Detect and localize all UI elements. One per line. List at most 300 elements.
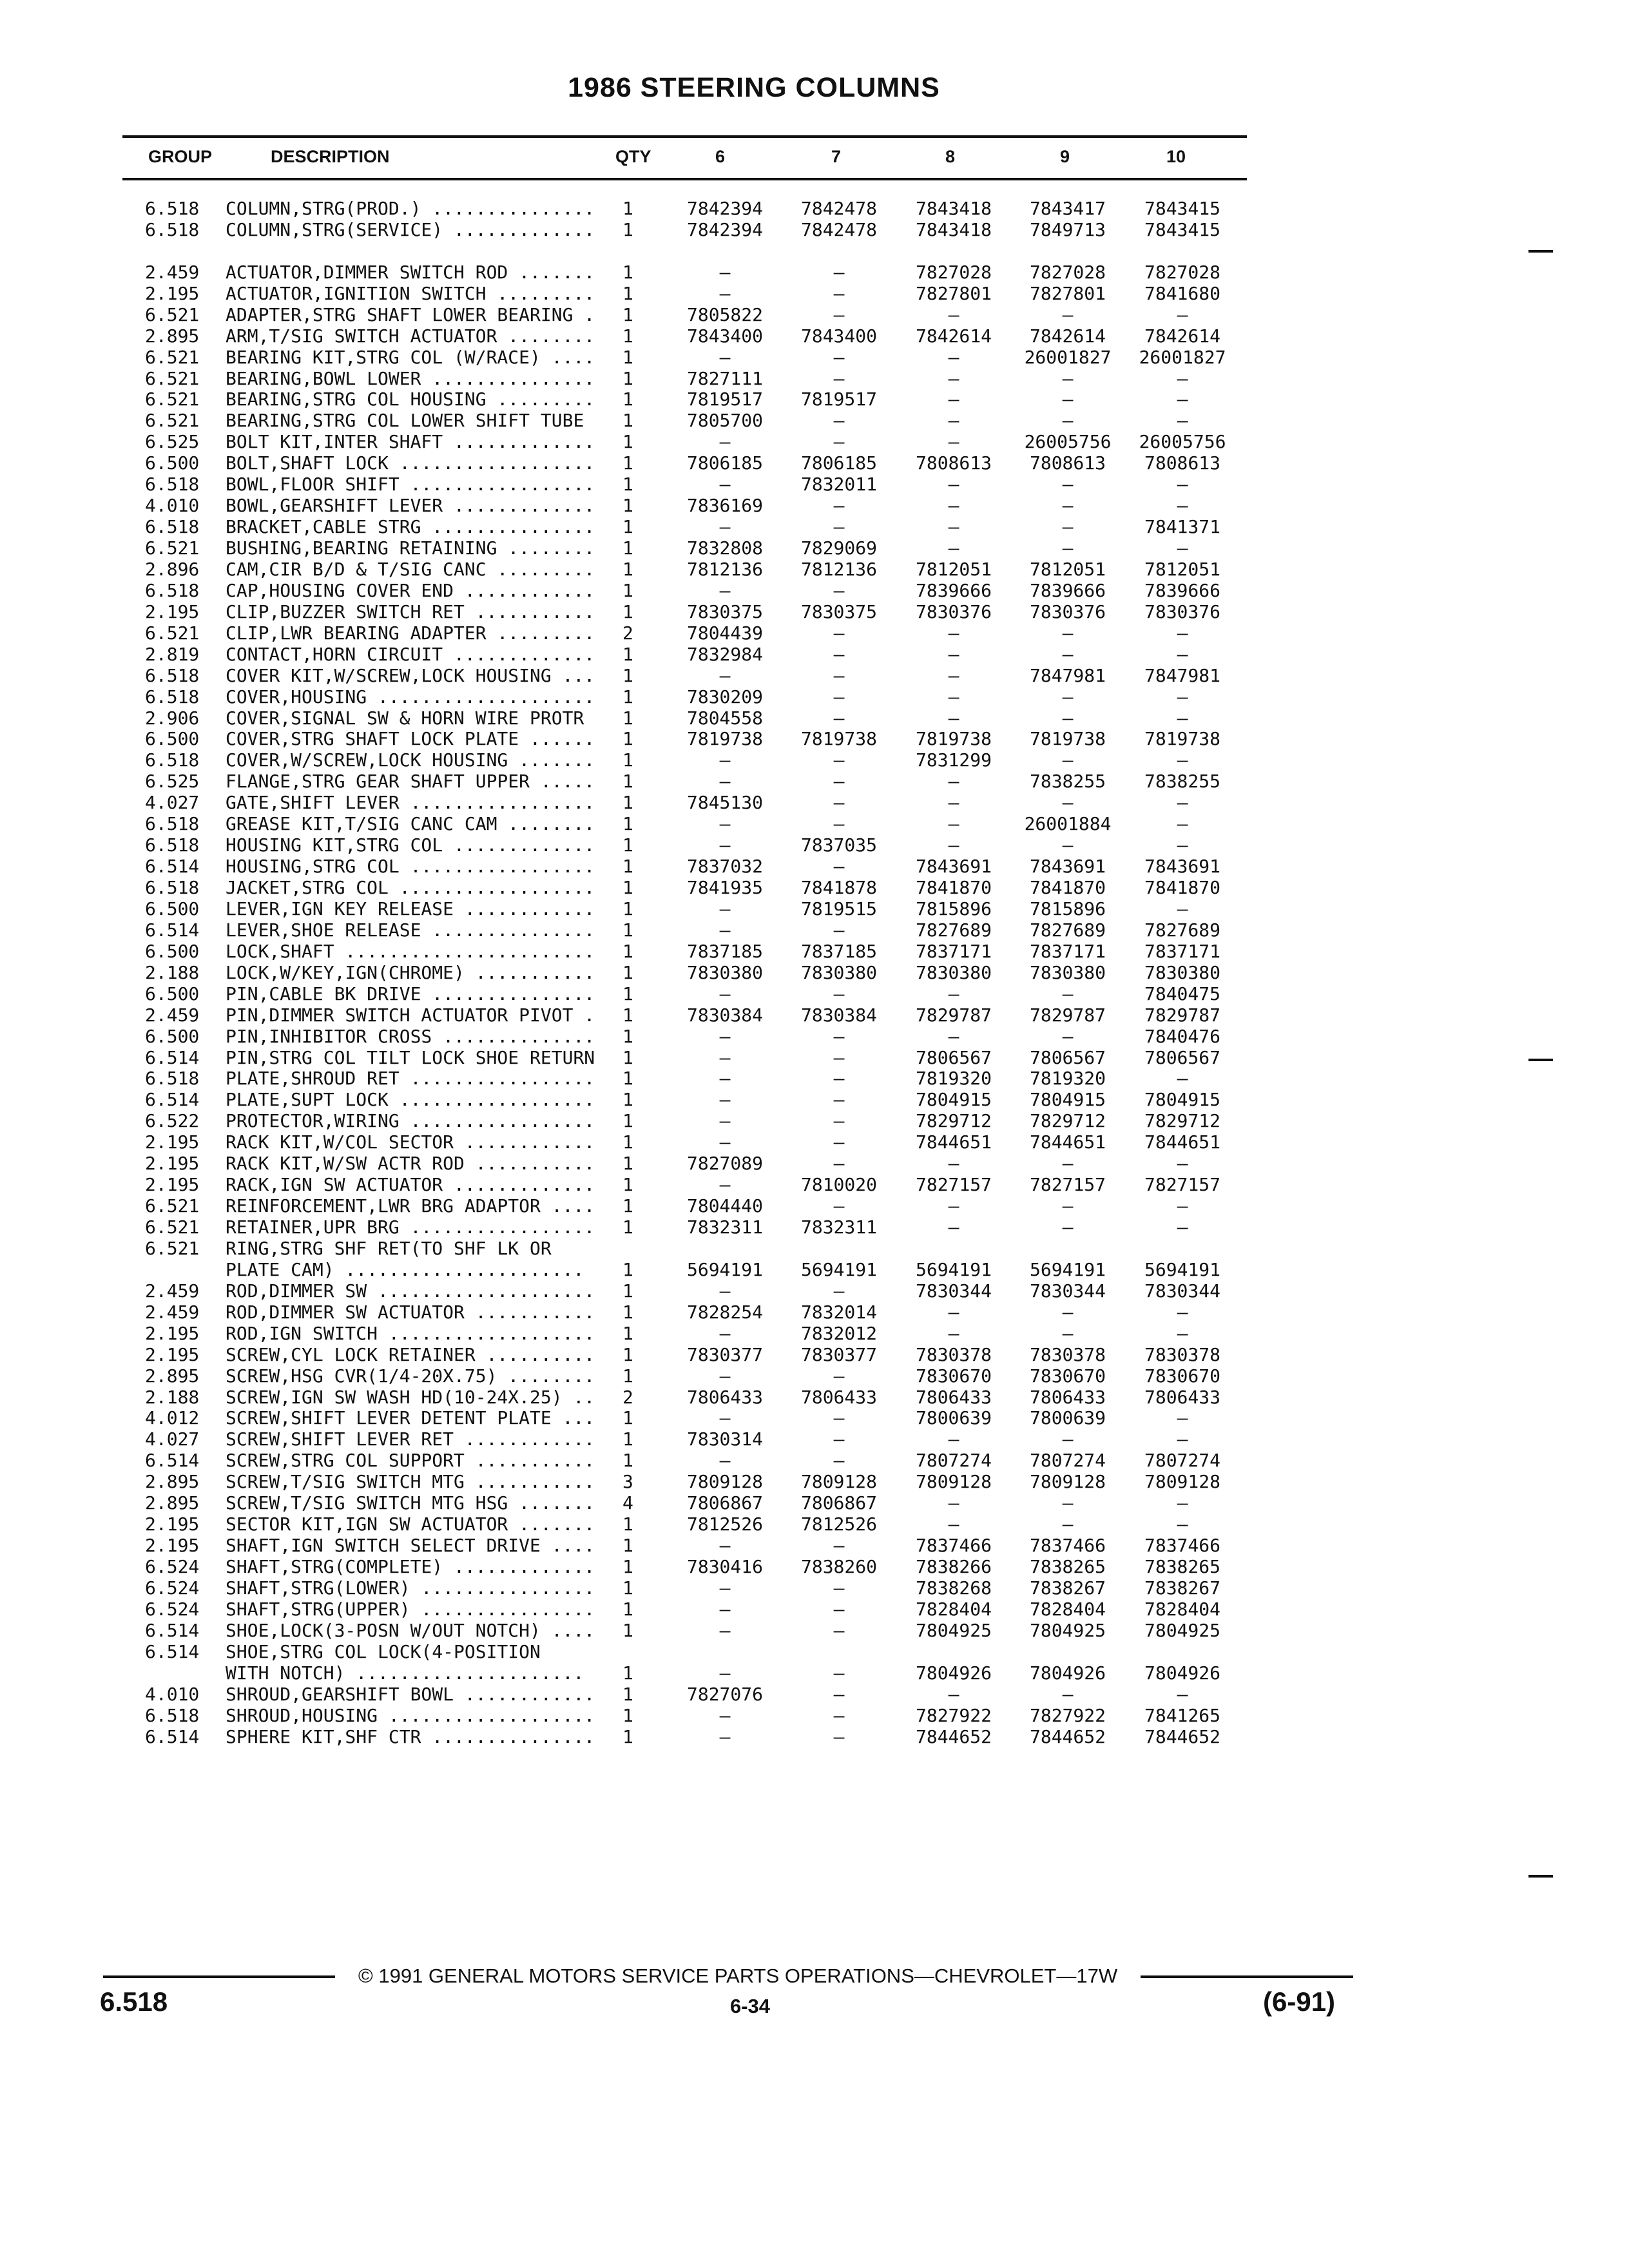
col-8-cell: — (948, 303, 959, 325)
col-8-cell: 7830378 (915, 1343, 992, 1365)
description-cell: COLUMN,STRG(SERVICE) ............. (226, 218, 595, 240)
col-7-cell: — (833, 664, 845, 686)
group-cell: 6.518 (145, 813, 200, 835)
col-7-cell: 7819517 (800, 389, 877, 410)
description-cell: SCREW,STRG COL SUPPORT ........... (226, 1450, 595, 1472)
col-7-cell: 7830380 (800, 961, 877, 983)
col-8-cell: 7830670 (915, 1365, 992, 1387)
col-7-cell: 7830375 (800, 601, 877, 622)
qty-cell: 1 (622, 728, 633, 750)
col-7-cell: 7819738 (800, 728, 877, 750)
margin-mark (1528, 250, 1553, 253)
col-8-cell: — (948, 834, 959, 856)
group-cell: 6.525 (145, 431, 200, 453)
col-6-cell: — (719, 1450, 731, 1472)
col-8-cell: — (948, 1301, 959, 1323)
qty-cell: 1 (622, 601, 633, 622)
col-10-cell: 7827028 (1144, 261, 1220, 283)
footer-rule-right (1141, 1975, 1353, 1978)
header-col-10: 10 (1166, 147, 1186, 166)
description-cell: PLATE CAM) ...................... (226, 1258, 584, 1280)
col-6-cell: 7830416 (686, 1556, 763, 1577)
col-10-cell: 7807274 (1144, 1450, 1220, 1472)
table-row (0, 1620, 1629, 1642)
col-9-cell: 7830380 (1029, 961, 1106, 983)
description-cell: WITH NOTCH) ..................... (226, 1662, 584, 1684)
col-6-cell: 7819517 (686, 389, 763, 410)
qty-cell: 1 (622, 686, 633, 707)
col-10-cell: — (1177, 1301, 1188, 1323)
col-6-cell: — (719, 919, 731, 941)
group-cell: 6.514 (145, 1046, 200, 1068)
col-9-cell: 7849713 (1029, 218, 1106, 240)
col-7-cell: — (833, 431, 845, 453)
col-6-cell: — (719, 1280, 731, 1302)
col-8-cell: 7819738 (915, 728, 992, 750)
qty-cell: 2 (622, 622, 633, 644)
col-6-cell: — (719, 1089, 731, 1111)
qty-cell: 1 (622, 1704, 633, 1726)
qty-cell: 4 (622, 1492, 633, 1514)
col-8-cell: — (948, 813, 959, 835)
col-10-cell: 7830376 (1144, 601, 1220, 622)
col-6-cell: 7830375 (686, 601, 763, 622)
qty-cell: 1 (622, 1683, 633, 1705)
col-8-cell: — (948, 643, 959, 665)
table-row (0, 899, 1629, 920)
qty-cell: 1 (622, 1046, 633, 1068)
col-9-cell: — (1062, 1514, 1074, 1535)
group-cell: 6.518 (145, 474, 200, 495)
description-cell: COVER KIT,W/SCREW,LOCK HOUSING ... (226, 664, 595, 686)
description-cell: PLATE,SUPT LOCK .................. (226, 1089, 595, 1111)
col-10-cell: 7838255 (1144, 771, 1220, 793)
col-6-cell: — (719, 1068, 731, 1090)
col-6-cell: 5694191 (686, 1258, 763, 1280)
header-col-7: 7 (831, 147, 842, 166)
col-6-cell: — (719, 474, 731, 495)
col-6-cell: — (719, 1322, 731, 1344)
col-6-cell: 7804558 (686, 707, 763, 729)
col-7-cell: — (833, 813, 845, 835)
col-7-cell: — (833, 410, 845, 432)
qty-cell: 1 (622, 1068, 633, 1090)
group-cell: 2.195 (145, 1514, 200, 1535)
col-9-cell: 7800639 (1029, 1407, 1106, 1429)
col-6-cell: 7842394 (686, 198, 763, 219)
table-row (0, 1557, 1629, 1578)
col-6-cell: — (719, 1110, 731, 1132)
table-row (0, 1450, 1629, 1472)
col-9-cell: 7815896 (1029, 898, 1106, 919)
col-6-cell: 7841935 (686, 877, 763, 898)
col-8-cell: 7844651 (915, 1131, 992, 1153)
col-8-cell: 7815896 (915, 898, 992, 919)
table-row (0, 410, 1629, 432)
header-col-6: 6 (715, 147, 726, 166)
description-cell: LEVER,IGN KEY RELEASE ............ (226, 898, 595, 919)
col-7-cell: — (833, 686, 845, 707)
col-8-cell: 7804925 (915, 1619, 992, 1641)
qty-cell: 1 (622, 919, 633, 941)
table-row (0, 538, 1629, 559)
col-9-cell: — (1062, 1195, 1074, 1217)
col-10-cell: — (1177, 643, 1188, 665)
col-7-cell: 7830377 (800, 1343, 877, 1365)
description-cell: REINFORCEMENT,LWR BRG ADAPTOR .... (226, 1195, 595, 1217)
col-9-cell: 7829712 (1029, 1110, 1106, 1132)
col-9-cell: 7827157 (1029, 1174, 1106, 1196)
table-row (0, 1196, 1629, 1217)
group-cell: 2.819 (145, 643, 200, 665)
col-7-cell: 7819515 (800, 898, 877, 919)
col-8-cell: 7800639 (915, 1407, 992, 1429)
col-6-cell: 7830384 (686, 1004, 763, 1026)
page-number: 6-34 (729, 1995, 771, 2017)
col-9-cell: 7828404 (1029, 1598, 1106, 1620)
col-10-cell: — (1177, 749, 1188, 771)
col-7-cell: 7832311 (800, 1216, 877, 1238)
col-6-cell: 7805822 (686, 303, 763, 325)
qty-cell: 1 (622, 664, 633, 686)
col-10-cell: — (1177, 622, 1188, 644)
table-row (0, 644, 1629, 666)
group-cell: 6.521 (145, 303, 200, 325)
qty-cell: 1 (622, 643, 633, 665)
description-cell: RACK KIT,W/COL SECTOR ............ (226, 1131, 595, 1153)
col-6-cell: 7828254 (686, 1301, 763, 1323)
col-9-cell: 7827922 (1029, 1704, 1106, 1726)
col-9-cell: — (1062, 474, 1074, 495)
col-7-cell: — (833, 1662, 845, 1684)
col-8-cell: 7827157 (915, 1174, 992, 1196)
qty-cell: 1 (622, 1131, 633, 1153)
col-7-cell: 7837185 (800, 940, 877, 962)
group-cell: 2.895 (145, 1492, 200, 1514)
group-cell: 6.514 (145, 1450, 200, 1472)
description-cell: CAM,CIR B/D & T/SIG CANC ......... (226, 558, 595, 580)
col-6-cell: 7827089 (686, 1153, 763, 1175)
col-7-cell: 7832011 (800, 474, 877, 495)
col-10-cell: — (1177, 686, 1188, 707)
table-row (0, 1387, 1629, 1408)
group-cell: 2.459 (145, 1301, 200, 1323)
col-8-cell: — (948, 792, 959, 814)
col-10-cell: — (1177, 367, 1188, 389)
table-row (0, 1302, 1629, 1323)
col-9-cell: — (1062, 1322, 1074, 1344)
group-cell: 6.514 (145, 1619, 200, 1641)
group-cell: 2.188 (145, 1386, 200, 1408)
qty-cell: 1 (622, 325, 633, 347)
col-8-cell: 7804915 (915, 1089, 992, 1111)
col-7-cell: — (833, 1683, 845, 1705)
col-7-cell: 7806433 (800, 1386, 877, 1408)
col-10-cell: 7841870 (1144, 877, 1220, 898)
qty-cell: 1 (622, 495, 633, 517)
description-cell: SCREW,IGN SW WASH HD(10-24X.25) .. (226, 1386, 595, 1408)
col-10-cell: 7838265 (1144, 1556, 1220, 1577)
col-10-cell: 7839666 (1144, 579, 1220, 601)
col-6-cell: 7832984 (686, 643, 763, 665)
description-cell: SCREW,T/SIG SWITCH MTG ........... (226, 1471, 595, 1493)
group-cell: 6.524 (145, 1598, 200, 1620)
description-cell: HOUSING KIT,STRG COL ............. (226, 834, 595, 856)
table-row (0, 369, 1629, 390)
table-row (0, 1535, 1629, 1557)
table-row (0, 1175, 1629, 1196)
qty-cell: 1 (622, 431, 633, 453)
col-9-cell: 7839666 (1029, 579, 1106, 601)
col-6-cell: — (719, 898, 731, 919)
col-8-cell: — (948, 771, 959, 793)
col-6-cell: 7827111 (686, 367, 763, 389)
description-cell: ROD,DIMMER SW ACTUATOR ........... (226, 1301, 595, 1323)
table-row (0, 602, 1629, 623)
col-7-cell: — (833, 792, 845, 814)
col-10-cell: 7819738 (1144, 728, 1220, 750)
table-row (0, 920, 1629, 941)
col-10-cell: — (1177, 389, 1188, 410)
qty-cell: 1 (622, 1407, 633, 1429)
col-9-cell: 26001827 (1024, 346, 1112, 368)
group-cell: 4.010 (145, 495, 200, 517)
col-10-cell: 7806433 (1144, 1386, 1220, 1408)
table-row (0, 1048, 1629, 1069)
col-10-cell: 7841371 (1144, 516, 1220, 538)
col-7-cell: — (833, 1598, 845, 1620)
col-9-cell: — (1062, 1301, 1074, 1323)
qty-cell: 1 (622, 1004, 633, 1026)
col-9-cell: — (1062, 622, 1074, 644)
description-cell: SCREW,CYL LOCK RETAINER .......... (226, 1343, 595, 1365)
col-9-cell: — (1062, 1683, 1074, 1705)
description-cell: BEARING KIT,STRG COL (W/RACE) .... (226, 346, 595, 368)
col-8-cell: — (948, 1153, 959, 1175)
margin-mark (1528, 1875, 1553, 1878)
table-row (0, 305, 1629, 326)
col-10-cell: 7804925 (1144, 1619, 1220, 1641)
qty-cell: 1 (622, 1089, 633, 1111)
group-cell: 6.518 (145, 579, 200, 601)
table-row (0, 1578, 1629, 1599)
qty-cell: 1 (622, 1556, 633, 1577)
qty-cell: 1 (622, 579, 633, 601)
table-row (0, 1217, 1629, 1238)
col-10-cell: 7844652 (1144, 1725, 1220, 1747)
col-7-cell: — (833, 1450, 845, 1472)
qty-cell: 2 (622, 1386, 633, 1408)
col-6-cell: 7832311 (686, 1216, 763, 1238)
col-10-cell: — (1177, 792, 1188, 814)
col-7-cell: — (833, 1428, 845, 1450)
table-row (0, 963, 1629, 984)
group-cell: 6.521 (145, 1216, 200, 1238)
col-10-cell: — (1177, 1407, 1188, 1429)
qty-cell: 1 (622, 261, 633, 283)
qty-cell: 1 (622, 198, 633, 219)
group-cell: 4.027 (145, 1428, 200, 1450)
qty-cell: 1 (622, 367, 633, 389)
group-cell: 6.518 (145, 1704, 200, 1726)
description-cell: SHAFT,STRG(LOWER) ................ (226, 1577, 595, 1599)
qty-cell: 1 (622, 1301, 633, 1323)
col-10-cell: — (1177, 834, 1188, 856)
col-7-cell: — (833, 516, 845, 538)
col-6-cell: 7806433 (686, 1386, 763, 1408)
col-8-cell: — (948, 367, 959, 389)
group-cell: 6.500 (145, 898, 200, 919)
description-cell: PLATE,SHROUD RET ................. (226, 1068, 595, 1090)
description-cell: RACK KIT,W/SW ACTR ROD ........... (226, 1153, 595, 1175)
col-7-cell: — (833, 1153, 845, 1175)
description-cell: ACTUATOR,IGNITION SWITCH ......... (226, 282, 595, 304)
col-9-cell: — (1062, 1025, 1074, 1047)
col-10-cell: 7809128 (1144, 1471, 1220, 1493)
col-7-cell: — (833, 1131, 845, 1153)
col-10-cell: — (1177, 813, 1188, 835)
col-8-cell: 7827922 (915, 1704, 992, 1726)
col-8-cell: — (948, 1322, 959, 1344)
description-cell: LOCK,W/KEY,IGN(CHROME) ........... (226, 961, 595, 983)
col-9-cell: — (1062, 1428, 1074, 1450)
col-10-cell: — (1177, 1683, 1188, 1705)
qty-cell: 1 (622, 771, 633, 793)
qty-cell: 1 (622, 218, 633, 240)
table-row (0, 1323, 1629, 1345)
description-cell: RING,STRG SHF RET(TO SHF LK OR (226, 1237, 552, 1259)
table-row (0, 474, 1629, 495)
col-7-cell: — (833, 1068, 845, 1090)
col-10-cell: 7827157 (1144, 1174, 1220, 1196)
col-8-cell: 7819320 (915, 1068, 992, 1090)
col-8-cell: — (948, 431, 959, 453)
qty-cell: 1 (622, 1025, 633, 1047)
table-row (0, 750, 1629, 771)
qty-cell: 1 (622, 1619, 633, 1641)
table-row (0, 284, 1629, 305)
col-8-cell: 7842614 (915, 325, 992, 347)
col-6-cell: — (719, 1407, 731, 1429)
table-row (0, 1238, 1629, 1260)
group-cell: 6.518 (145, 834, 200, 856)
col-6-cell: 7806867 (686, 1492, 763, 1514)
header-col-9: 9 (1060, 147, 1070, 166)
col-9-cell: 7843691 (1029, 856, 1106, 878)
table-row (0, 1111, 1629, 1132)
description-cell: SCREW,T/SIG SWITCH MTG HSG ....... (226, 1492, 595, 1514)
description-cell: SHAFT,STRG(UPPER) ................ (226, 1598, 595, 1620)
col-8-cell: — (948, 537, 959, 559)
table-row (0, 495, 1629, 517)
col-9-cell: 7844651 (1029, 1131, 1106, 1153)
table-row (0, 453, 1629, 474)
description-cell: PIN,DIMMER SWITCH ACTUATOR PIVOT . (226, 1004, 595, 1026)
table-row (0, 1345, 1629, 1366)
table-row (0, 559, 1629, 581)
col-7-cell: — (833, 367, 845, 389)
col-8-cell: 7843418 (915, 198, 992, 219)
col-6-cell: 7845130 (686, 792, 763, 814)
group-cell: 6.518 (145, 877, 200, 898)
group-cell: 2.895 (145, 1365, 200, 1387)
col-6-cell: 7827076 (686, 1683, 763, 1705)
col-9-cell: — (1062, 389, 1074, 410)
col-6-cell: — (719, 1365, 731, 1387)
qty-cell: 1 (622, 282, 633, 304)
group-cell: 6.514 (145, 1725, 200, 1747)
col-10-cell: 7838267 (1144, 1577, 1220, 1599)
col-7-cell: 7809128 (800, 1471, 877, 1493)
col-7-cell: 7841878 (800, 877, 877, 898)
group-cell: 6.522 (145, 1110, 200, 1132)
col-7-cell: 5694191 (800, 1258, 877, 1280)
col-6-cell: 7812136 (686, 558, 763, 580)
col-10-cell: — (1177, 1322, 1188, 1344)
col-7-cell: — (833, 495, 845, 517)
col-8-cell: — (948, 1683, 959, 1705)
col-7-cell: — (833, 1110, 845, 1132)
col-9-cell: 7843417 (1029, 198, 1106, 219)
table-row (0, 856, 1629, 878)
group-cell: 4.010 (145, 1683, 200, 1705)
group-cell: 2.195 (145, 1131, 200, 1153)
col-8-cell: 7827028 (915, 261, 992, 283)
col-7-cell: — (833, 643, 845, 665)
col-10-cell: 7840476 (1144, 1025, 1220, 1047)
col-10-cell: 7830378 (1144, 1343, 1220, 1365)
description-cell: GATE,SHIFT LEVER ................. (226, 792, 595, 814)
col-10-cell: 7829712 (1144, 1110, 1220, 1132)
col-9-cell: — (1062, 749, 1074, 771)
col-6-cell: — (719, 516, 731, 538)
col-10-cell: 7829787 (1144, 1004, 1220, 1026)
table-row (0, 220, 1629, 241)
table-row (0, 835, 1629, 856)
col-9-cell: 26001884 (1024, 813, 1112, 835)
col-9-cell: 7807274 (1029, 1450, 1106, 1472)
col-7-cell: — (833, 1046, 845, 1068)
table-row (0, 708, 1629, 729)
footer-copyright: © 1991 GENERAL MOTORS SERVICE PARTS OPERATIONS—CHEVROLET—17W (358, 1965, 1118, 1987)
col-8-cell: — (948, 622, 959, 644)
description-cell: SECTOR KIT,IGN SW ACTUATOR ....... (226, 1514, 595, 1535)
col-7-cell: — (833, 346, 845, 368)
col-9-cell: 7827689 (1029, 919, 1106, 941)
col-10-cell: 7808613 (1144, 452, 1220, 474)
col-8-cell: 7831299 (915, 749, 992, 771)
col-10-cell: 7830344 (1144, 1280, 1220, 1302)
description-cell: CLIP,BUZZER SWITCH RET ........... (226, 601, 595, 622)
col-9-cell: 7830378 (1029, 1343, 1106, 1365)
col-9-cell: 7837171 (1029, 940, 1106, 962)
col-7-cell: 7838260 (800, 1556, 877, 1577)
qty-cell: 1 (622, 813, 633, 835)
col-8-cell: — (948, 346, 959, 368)
col-8-cell: 7843691 (915, 856, 992, 878)
table-row (0, 1599, 1629, 1620)
page-title: 1986 STEERING COLUMNS (568, 72, 940, 103)
group-cell: 6.500 (145, 983, 200, 1004)
table-row (0, 1153, 1629, 1175)
group-cell: 2.895 (145, 1471, 200, 1493)
group-cell: 6.521 (145, 410, 200, 432)
col-9-cell: 7838267 (1029, 1577, 1106, 1599)
col-6-cell: — (719, 813, 731, 835)
col-10-cell: 7804926 (1144, 1662, 1220, 1684)
col-8-cell: — (948, 664, 959, 686)
description-cell: BUSHING,BEARING RETAINING ........ (226, 537, 595, 559)
